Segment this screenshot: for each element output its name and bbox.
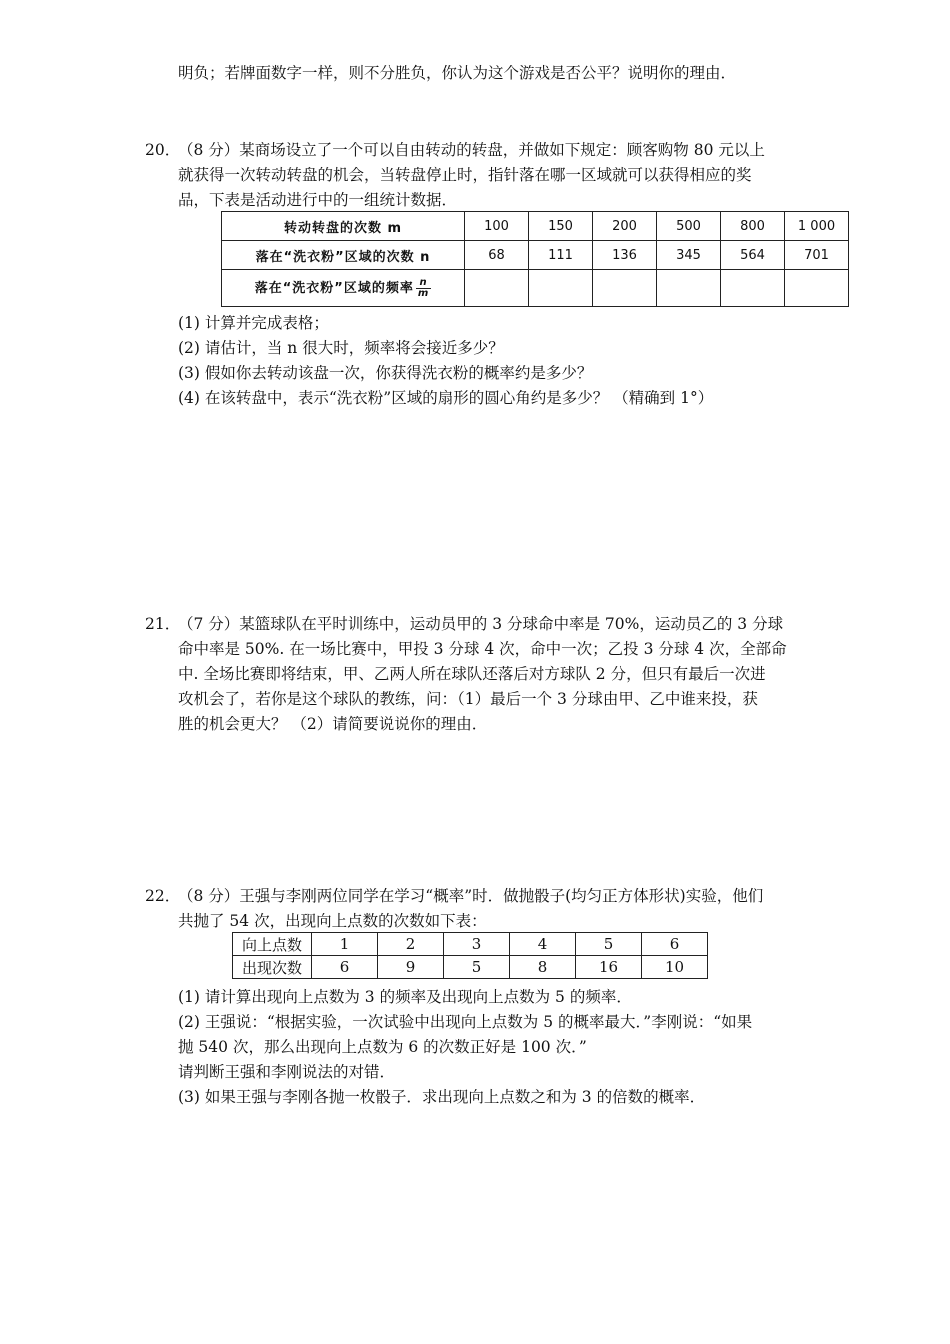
table-cell: 9 xyxy=(378,956,444,979)
table-cell: 800 xyxy=(721,212,785,241)
table-cell: 1 xyxy=(312,933,378,956)
q21-line-3: 中. 全场比赛即将结束，甲、乙两人所在球队还落后对方球队 2 分，但只有最后一次进 xyxy=(178,665,766,683)
q20-sub-3: (3) 假如你去转动该盘一次，你获得洗衣粉的概率约是多少？ xyxy=(178,364,593,382)
q21-line-2: 命中率是 50%. 在一场比赛中，甲投 3 分球 4 次，命中一次；乙投 3 分球 4 次，全部命 xyxy=(178,640,787,658)
table-cell-empty xyxy=(721,270,785,307)
table-cell: 2 xyxy=(378,933,444,956)
table-cell: 6 xyxy=(312,956,378,979)
q20-sub-2: (2) 请估计，当 n 很大时，频率将会接近多少？ xyxy=(178,339,504,357)
table-cell: 68 xyxy=(465,241,529,270)
q22-line-2: 共抛了 54 次，出现向上点数的次数如下表： xyxy=(178,912,487,930)
table-cell: 701 xyxy=(785,241,849,270)
q20-line-1: （8 分）某商场设立了一个可以自由转动的转盘，并做如下规定：顾客购物 80 元以上 xyxy=(178,141,765,159)
dice-results-table xyxy=(232,932,708,979)
table-cell: 1 000 xyxy=(785,212,849,241)
q21-line-1: （7 分）某篮球队在平时训练中，运动员甲的 3 分球命中率是 70%，运动员乙的 3 分球 xyxy=(178,615,784,633)
table-cell: 6 xyxy=(642,933,708,956)
table-cell-empty xyxy=(657,270,721,307)
q20-sub-4: (4) 在该转盘中，表示“洗衣粉”区域的扇形的圆心角约是多少？ （精确到 1°） xyxy=(178,389,714,407)
table-row-label-frequency xyxy=(222,270,465,307)
table-cell: 200 xyxy=(593,212,657,241)
previous-question-tail: 明负；若牌面数字一样，则不分胜负，你认为这个游戏是否公平？说明你的理由． xyxy=(178,64,737,82)
table-cell-empty xyxy=(465,270,529,307)
table-cell: 100 xyxy=(465,212,529,241)
q22-sub-1: (1) 请计算出现向上点数为 3 的频率及出现向上点数为 5 的频率． xyxy=(178,988,632,1006)
q20-line-3: 品，下表是活动进行中的一组统计数据． xyxy=(178,191,458,209)
table-cell: 3 xyxy=(444,933,510,956)
q21-line-4: 攻机会了，若你是这个球队的教练，问：（1）最后一个 3 分球由甲、乙中谁来投，获 xyxy=(178,690,758,708)
table-cell: 4 xyxy=(510,933,576,956)
fraction-n-over-m: $\frac{n}{m}$ xyxy=(417,277,430,299)
table-cell-empty xyxy=(785,270,849,307)
table-cell: 111 xyxy=(529,241,593,270)
q22-line-1: （8 分）王强与李刚两位同学在学习“概率”时．做抛骰子(均匀正方体形状)实验，他们 xyxy=(178,887,764,905)
table-cell: 564 xyxy=(721,241,785,270)
q21-line-5: 胜的机会更大？ （2）请简要说说你的理由． xyxy=(178,715,488,733)
table-cell: 5 xyxy=(576,933,642,956)
q20-line-2: 就获得一次转动转盘的机会，当转盘停止时，指针落在哪一区域就可以获得相应的奖 xyxy=(178,166,752,184)
table-cell: 5 xyxy=(444,956,510,979)
table-cell: 345 xyxy=(657,241,721,270)
table-cell: 10 xyxy=(642,956,708,979)
table-row-label: 转动转盘的次数 m xyxy=(222,212,465,241)
q22-sub-2: (2) 王强说：“根据实验，一次试验中出现向上点数为 5 的概率最大．”李刚说：“如果 xyxy=(178,1013,753,1031)
table-row-label: 向上点数 xyxy=(233,933,312,956)
q21-number: 21． xyxy=(145,615,181,633)
q22-sub-2-cont: 抛 540 次，那么出现向上点数为 6 的次数正好是 100 次．” xyxy=(178,1038,587,1056)
frequency-label: 落在“洗衣粉”区域的频率 xyxy=(254,281,414,296)
q20-number: 20． xyxy=(145,141,181,159)
table-cell: 500 xyxy=(657,212,721,241)
q20-sub-1: (1) 计算并完成表格； xyxy=(178,314,329,332)
spinner-stats-table xyxy=(221,211,849,307)
table-row-label: 出现次数 xyxy=(233,956,312,979)
table-row-label: 落在“洗衣粉”区域的次数 n xyxy=(222,241,465,270)
table-cell: 136 xyxy=(593,241,657,270)
q22-sub-2-prompt: 请判断王强和李刚说法的对错． xyxy=(178,1063,396,1081)
q22-number: 22． xyxy=(145,887,181,905)
table-cell: 150 xyxy=(529,212,593,241)
table-cell: 16 xyxy=(576,956,642,979)
table-cell-empty xyxy=(529,270,593,307)
table-cell: 8 xyxy=(510,956,576,979)
q22-sub-3: (3) 如果王强与李刚各抛一枚骰子．求出现向上点数之和为 3 的倍数的概率． xyxy=(178,1088,706,1106)
table-cell-empty xyxy=(593,270,657,307)
